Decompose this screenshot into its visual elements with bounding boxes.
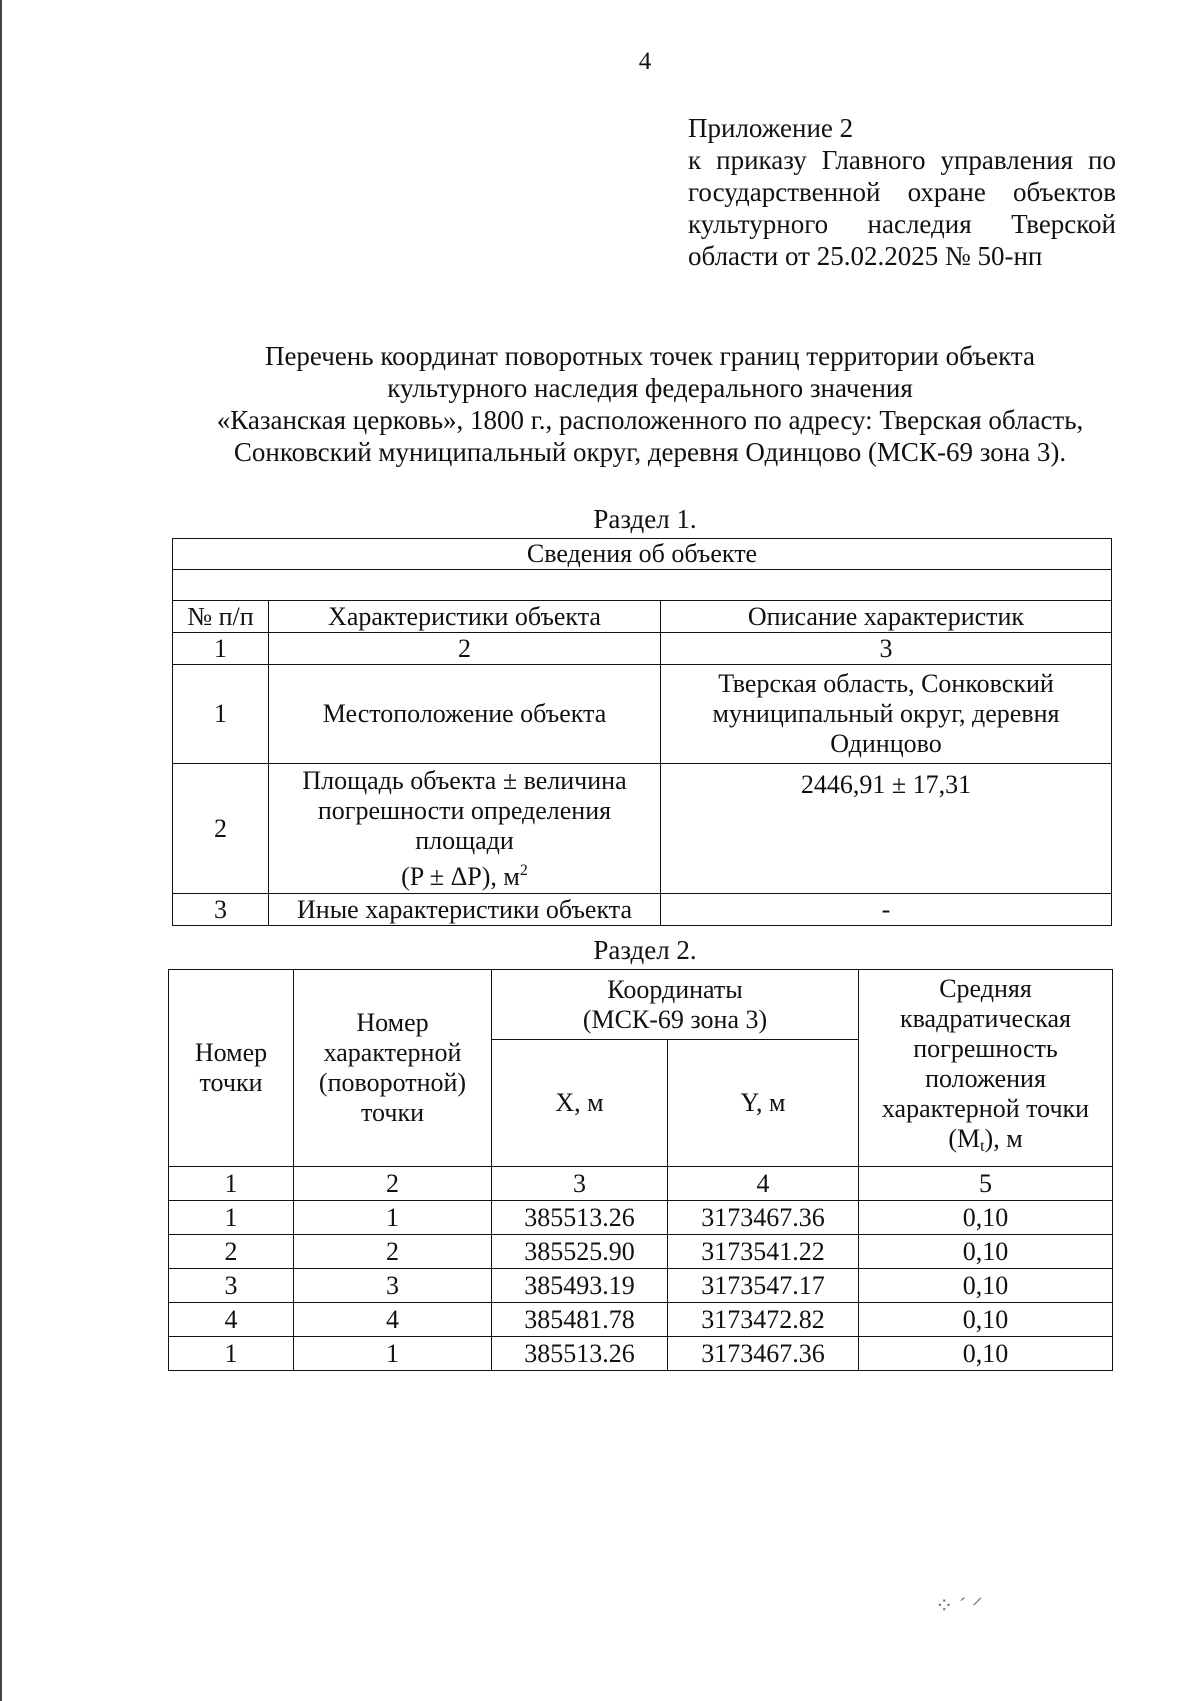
error-unit: ), м bbox=[984, 1124, 1023, 1153]
y-cell: 3173472.82 bbox=[668, 1303, 859, 1337]
table-row bbox=[169, 1269, 1113, 1303]
col-header-y: Y, м bbox=[668, 1040, 859, 1167]
x-cell: 385493.19 bbox=[492, 1269, 668, 1303]
title-line-2: культурного наследия федерального значения bbox=[387, 373, 913, 403]
error-subscript: t bbox=[980, 1138, 985, 1155]
row2-name-line-2: погрешности определения bbox=[317, 795, 612, 825]
row2-name bbox=[269, 764, 661, 894]
col-number-1: 1 bbox=[169, 1167, 294, 1201]
appendix-line-4: культурного наследия Тверской bbox=[688, 209, 1116, 239]
col-number-3: 3 bbox=[492, 1167, 668, 1201]
coordinates-table bbox=[168, 969, 1113, 1371]
x-cell: 385513.26 bbox=[492, 1201, 668, 1235]
error-label: Средняя квадратическая погрешность положения характерной точки bbox=[881, 974, 1090, 1123]
col-header-error bbox=[859, 970, 1113, 1167]
col-header-description: Описание характеристик bbox=[661, 601, 1112, 633]
empty-row bbox=[173, 570, 1112, 601]
point-cell: 1 bbox=[169, 1337, 294, 1371]
col-number-4: 4 bbox=[668, 1167, 859, 1201]
appendix-line-1: Приложение 2 bbox=[688, 113, 854, 143]
error-cell: 0,10 bbox=[859, 1201, 1113, 1235]
appendix-line-3: государственной охране объектов bbox=[688, 177, 1116, 207]
row2-name-line-3: площади bbox=[415, 825, 514, 855]
y-cell: 3173467.36 bbox=[668, 1201, 859, 1235]
col-number-5: 5 bbox=[859, 1167, 1113, 1201]
char-point-cell: 1 bbox=[294, 1337, 492, 1371]
char-point-cell: 3 bbox=[294, 1269, 492, 1303]
document-title bbox=[100, 340, 1200, 468]
appendix-block bbox=[688, 112, 1116, 272]
row1-number: 1 bbox=[173, 665, 269, 764]
table-row bbox=[169, 1235, 1113, 1269]
col-header-char-point: Номер характерной (поворотной) точки bbox=[294, 970, 492, 1167]
point-cell: 4 bbox=[169, 1303, 294, 1337]
error-cell: 0,10 bbox=[859, 1337, 1113, 1371]
col-number-1: 1 bbox=[173, 633, 269, 665]
title-line-3: «Казанская церковь», 1800 г., расположенного по адресу: Тверская область, bbox=[216, 405, 1084, 435]
col-number-2: 2 bbox=[269, 633, 661, 665]
col-header-characteristic: Характеристики объекта bbox=[269, 601, 661, 633]
title-line-4: Сонковский муниципальный округ, деревня Одинцово (МСК-69 зона 3). bbox=[233, 437, 1067, 467]
scan-marks: ⁘ ˊ ⸍ bbox=[935, 1593, 983, 1618]
row2-value: 2446,91 ± 17,31 bbox=[661, 764, 1112, 894]
table-row bbox=[169, 1303, 1113, 1337]
table-row bbox=[169, 1201, 1113, 1235]
error-cell: 0,10 bbox=[859, 1303, 1113, 1337]
scan-edge bbox=[0, 0, 2, 1701]
char-point-cell: 4 bbox=[294, 1303, 492, 1337]
char-point-cell: 2 bbox=[294, 1235, 492, 1269]
row3-name: Иные характеристики объекта bbox=[269, 894, 661, 926]
y-cell: 3173541.22 bbox=[668, 1235, 859, 1269]
row1-name: Местоположение объекта bbox=[269, 665, 661, 764]
x-cell: 385513.26 bbox=[492, 1337, 668, 1371]
error-symbol: (M bbox=[948, 1124, 981, 1153]
page-number: 4 bbox=[638, 48, 652, 75]
section1-caption: Раздел 1. bbox=[593, 504, 697, 534]
row2-number: 2 bbox=[173, 764, 269, 894]
col-header-point: Номер точки bbox=[169, 970, 294, 1167]
point-cell: 2 bbox=[169, 1235, 294, 1269]
col-number-3: 3 bbox=[661, 633, 1112, 665]
section2-caption: Раздел 2. bbox=[593, 935, 697, 965]
x-cell: 385481.78 bbox=[492, 1303, 668, 1337]
row1-value: Тверская область, Сонковский муниципальный округ, деревня Одинцово bbox=[661, 665, 1112, 764]
appendix-line-5: области от 25.02.2025 № 50-нп bbox=[688, 241, 1043, 271]
table-row bbox=[169, 1337, 1113, 1371]
row3-number: 3 bbox=[173, 894, 269, 926]
error-cell: 0,10 bbox=[859, 1235, 1113, 1269]
appendix-line-2: к приказу Главного управления по bbox=[688, 145, 1116, 175]
coordinates-title: Координаты bbox=[607, 974, 743, 1004]
object-info-header: Сведения об объекте bbox=[173, 539, 1112, 570]
y-cell: 3173547.17 bbox=[668, 1269, 859, 1303]
row2-name-line-1: Площадь объекта ± величина bbox=[302, 765, 627, 795]
col-number-2: 2 bbox=[294, 1167, 492, 1201]
error-cell: 0,10 bbox=[859, 1269, 1113, 1303]
col-header-coordinates bbox=[492, 970, 859, 1040]
object-info-table bbox=[172, 538, 1112, 926]
row3-value: - bbox=[661, 894, 1112, 926]
point-cell: 3 bbox=[169, 1269, 294, 1303]
coordinates-system: (МСК-69 зона 3) bbox=[582, 1004, 768, 1034]
square-superscript: 2 bbox=[519, 861, 528, 879]
col-header-x: X, м bbox=[492, 1040, 668, 1167]
title-line-1: Перечень координат поворотных точек границ территории объекта bbox=[264, 341, 1036, 371]
char-point-cell: 1 bbox=[294, 1201, 492, 1235]
y-cell: 3173467.36 bbox=[668, 1337, 859, 1371]
x-cell: 385525.90 bbox=[492, 1235, 668, 1269]
point-cell: 1 bbox=[169, 1201, 294, 1235]
row2-name-line-4: (P ± ΔP), м bbox=[401, 861, 520, 891]
col-header-number: № п/п bbox=[173, 601, 269, 633]
